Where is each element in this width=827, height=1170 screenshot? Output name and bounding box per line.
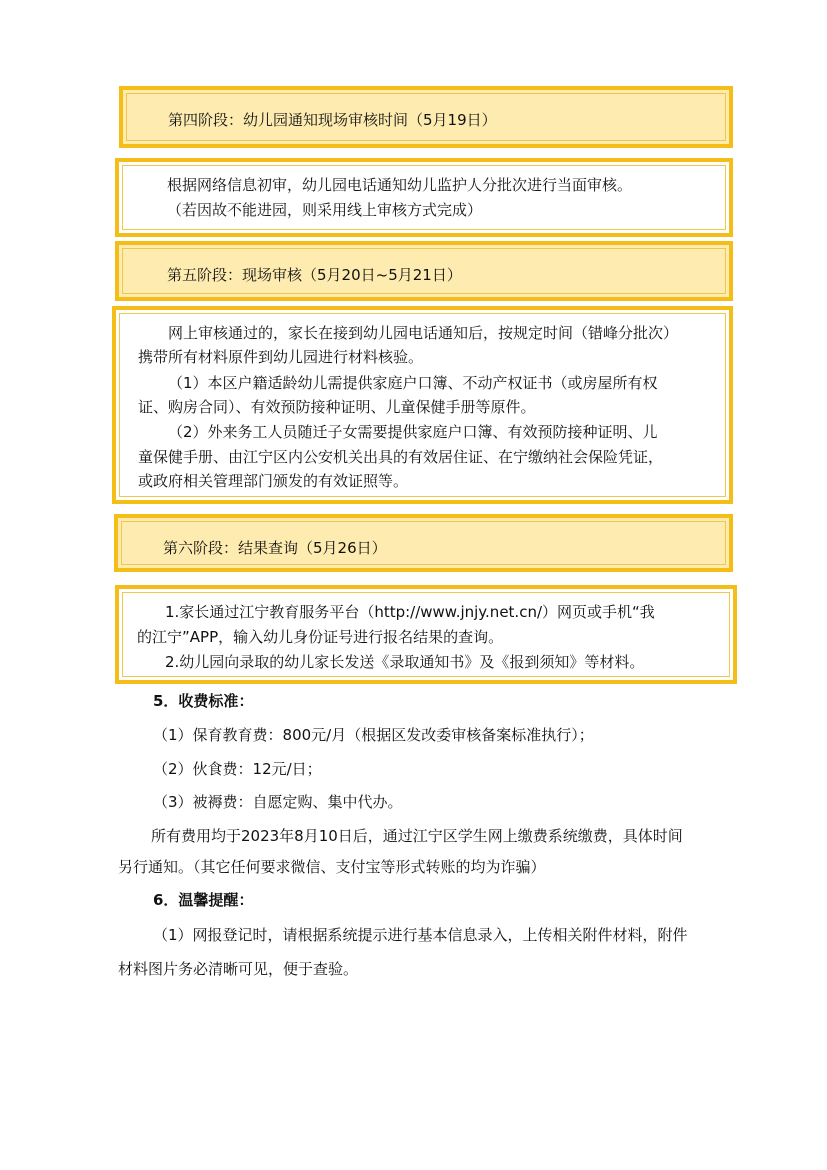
stage5-detail-box [112, 306, 733, 504]
fees-note-line-2: 另行通知。（其它任何要求微信、支付宝等形式转账的均为诈骗） [118, 858, 546, 876]
stage5-heading-box [115, 241, 733, 301]
stage6-title: 第六阶段：结果查询（5月26日） [163, 539, 387, 557]
fees-item-2: （2）伙食费：12元/日； [153, 760, 322, 778]
stage6-detail-line-2: 的江宁”APP，输入幼儿身份证号进行报名结果的查询。 [137, 628, 504, 646]
stage6-detail-box [115, 585, 737, 684]
stage6-detail-line-1: 1.家长通过江宁教育服务平台（http://www.jnjy.net.cn/）网页或手机“我 [165, 603, 655, 621]
stage5-detail-line-4: 证、购房合同）、有效预防接种证明、儿童保健手册等原件。 [138, 398, 536, 416]
stage5-detail-line-5: （2）外来务工人员随迁子女需要提供家庭户口簿、有效预防接种证明、儿 [168, 423, 658, 441]
stage6-detail-line-3: 2.幼儿园向录取的幼儿家长发送《录取通知书》及《报到须知》等材料。 [165, 653, 645, 671]
reminder-line-2: 材料图片务必清晰可见，便于查验。 [118, 960, 359, 978]
stage4-detail-line-2: （若因故不能进园，则采用线上审核方式完成） [167, 201, 483, 219]
stage6-heading-box [114, 514, 733, 572]
stage4-detail-box [115, 158, 733, 237]
fees-heading: 5．收费标准： [153, 692, 254, 710]
stage4-heading-box [119, 86, 733, 148]
stage5-detail-line-1: 网上审核通过的，家长在接到幼儿园电话通知后，按规定时间（错峰分批次） [168, 324, 679, 342]
reminder-heading: 6．温馨提醒： [153, 891, 254, 909]
stage4-detail-line-1: 根据网络信息初审，幼儿园电话通知幼儿监护人分批次进行当面审核。 [167, 176, 633, 194]
stage5-detail-line-3: （1）本区户籍适龄幼儿需提供家庭户口簿、不动产权证书（或房屋所有权 [168, 374, 658, 392]
stage5-detail-line-7: 或政府相关管理部门颁发的有效证照等。 [138, 472, 409, 490]
fees-item-3: （3）被褥费：自愿定购、集中代办。 [153, 793, 403, 811]
stage4-title: 第四阶段：幼儿园通知现场审核时间（5月19日） [168, 111, 497, 129]
stage5-detail-line-6: 童保健手册、由江宁区内公安机关出具的有效居住证、在宁缴纳社会保险凭证， [138, 448, 664, 466]
fees-note-line-1: 所有费用均于2023年8月10日后，通过江宁区学生网上缴费系统缴费，具体时间 [151, 827, 683, 845]
fees-item-1: （1）保育教育费：800元/月（根据区发改委审核备案标准执行）； [153, 726, 594, 744]
reminder-line-1: （1）网报登记时，请根据系统提示进行基本信息录入，上传相关附件材料，附件 [153, 926, 688, 944]
stage5-detail-line-2: 携带所有材料原件到幼儿园进行材料核验。 [138, 348, 424, 366]
stage5-title: 第五阶段：现场审核（5月20日~5月21日） [167, 266, 462, 284]
